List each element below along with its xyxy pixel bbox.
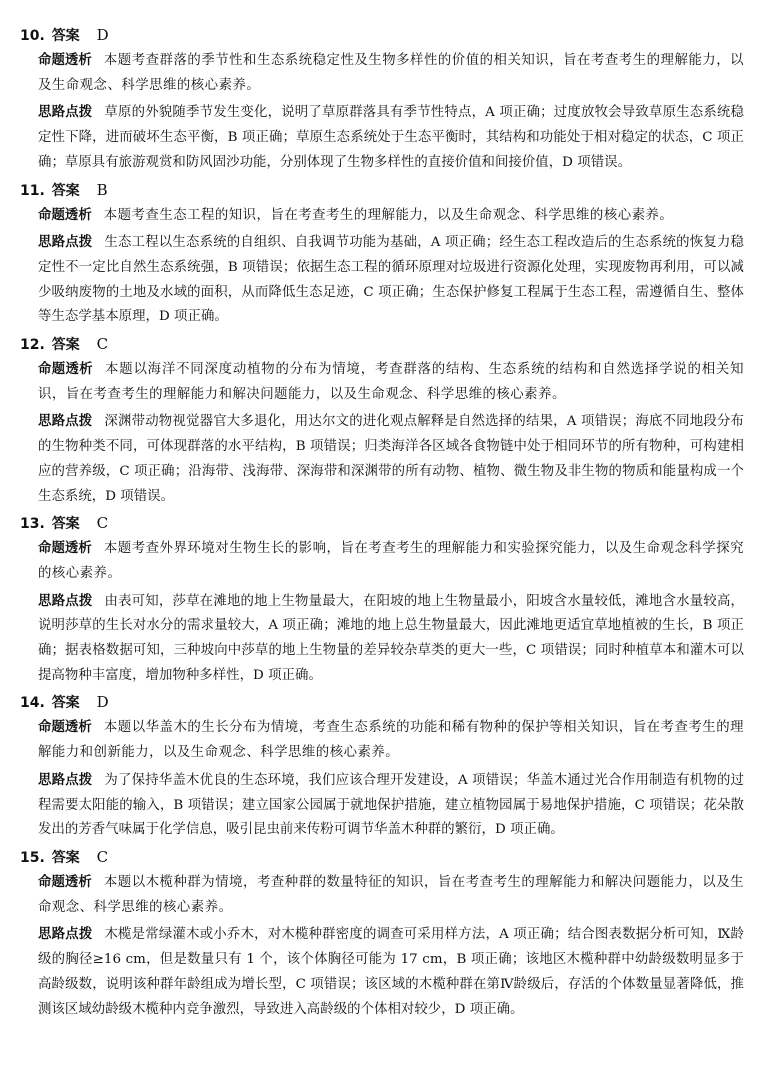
intent-label: 命题透析: [38, 362, 94, 378]
intent-text: 本题以海洋不同深度动植物的分布为情境，考查群落的结构、生态系统的结构和自然选择学说的相关知识，旨在考查考生的理解能力和解决问题能力，以及生命观念、科学思维的核心素养。: [38, 362, 744, 402]
answer-line: [20, 512, 744, 534]
reasoning-label: 思路点拨: [38, 235, 93, 251]
answer-label: 答案: [51, 337, 80, 354]
reasoning-label: 思路点拨: [38, 105, 93, 121]
intent-paragraph: [38, 537, 744, 586]
question-number: 15.: [20, 849, 45, 866]
reasoning-label: 思路点拨: [38, 927, 93, 943]
reasoning-paragraph: [38, 410, 744, 509]
answer-label: 答案: [51, 695, 80, 712]
answer-label: 答案: [51, 182, 80, 199]
intent-text: 本题以木榄种群为情境，考查种群的数量特征的知识，旨在考查考生的理解能力和解决问题能力，以及生命观念、科学思维的核心素养。: [38, 874, 745, 915]
intent-label: 命题透析: [38, 541, 92, 557]
question-number: 11.: [20, 182, 45, 199]
reasoning-text: 木榄是常绿灌木或小乔木，对木榄种群密度的调查可采用样方法，A 项正确；结合图表数据分析可知，Ⅸ龄级的胸径≥16 cm，但是数量只有 1 个，该个体胸径可能为 17 cm，B 项正确；该地区木榄种群中幼龄级数明显多于高龄级数，说明该种群年龄组成为增长型，C 项错误；该区域的木榄种群在第Ⅳ龄级后，存活的个体数量显著降低，推测该区域幼龄级木榄种内竞争激烈，导致进入高龄级的个体相对较少，D 项正确。: [38, 927, 744, 1017]
intent-label: 命题透析: [38, 53, 92, 68]
answer-value: D: [96, 26, 109, 44]
intent-label: 命题透析: [38, 720, 92, 736]
answer-line: [20, 846, 744, 868]
intent-paragraph: [38, 716, 744, 765]
question-number: 13.: [20, 516, 45, 533]
intent-label: 命题透析: [38, 207, 92, 223]
intent-text: 本题考查外界环境对生物生长的影响，旨在考查考生的理解能力和实验探究能力，以及生命观念科学探究的核心素养。: [38, 541, 745, 581]
answer-line: [20, 333, 744, 355]
question-number: 10.: [20, 28, 45, 44]
question-13: [20, 512, 744, 688]
answer-value: D: [96, 693, 109, 712]
answer-label: 答案: [51, 28, 80, 44]
reasoning-label: 思路点拨: [38, 414, 93, 430]
reasoning-paragraph: [38, 590, 744, 689]
answer-line: [20, 691, 744, 713]
answer-value: C: [96, 335, 109, 354]
reasoning-paragraph: [38, 231, 744, 330]
answer-value: C: [96, 847, 109, 866]
intent-text: 本题以华盖木的生长分布为情境，考查生态系统的功能和稀有物种的保护等相关知识，旨在考查考生的理解能力和创新能力，以及生命观念、科学思维的核心素养。: [38, 720, 745, 761]
answer-line: [20, 179, 744, 201]
reasoning-label: 思路点拨: [38, 593, 93, 609]
question-15: [20, 846, 744, 1022]
answer-value: B: [96, 180, 108, 199]
intent-paragraph: [38, 871, 744, 920]
intent-paragraph: [38, 49, 744, 98]
intent-label: 命题透析: [38, 874, 92, 890]
intent-paragraph: [38, 358, 744, 407]
reasoning-text: 由表可知，莎草在滩地的地上生物量最大，在阳坡的地上生物量最小，阳坡含水量较低，滩地含水量较高，说明莎草的生长对水分的需求量较大，A 项正确；滩地的地上总生物量最大，因此滩地更适宜草地植被的生长，B 项正确；据表格数据可知，三种坡向中莎草的地上生物量的差异较杂草类的更大一些，C 项错误；同时种植草本和灌木可以提高物种丰富度，增加物种多样性，D 项正确。: [38, 593, 744, 683]
intent-text: 本题考查群落的季节性和生态系统稳定性及生物多样性的价值的相关知识，旨在考查考生的理解能力，以及生命观念、科学思维的核心素养。: [38, 53, 745, 93]
reasoning-paragraph: [38, 769, 744, 843]
question-14: [20, 691, 744, 843]
reasoning-text: 草原的外貌随季节发生变化，说明了草原群落具有季节性特点，A 项正确；过度放牧会导致草原生态系统稳定性下降，进而破坏生态平衡，B 项正确；草原生态系统处于生态平衡时，其结构和功能处于相对稳定的状态，C 项正确；草原具有旅游观赏和防风固沙功能，分别体现了生物多样性的直接价值和间接价值，D 项错误。: [38, 105, 745, 170]
answer-line: [20, 24, 744, 46]
reasoning-paragraph: [38, 923, 744, 1022]
question-11: [20, 179, 744, 331]
intent-text: 本题考查生态工程的知识，旨在考查考生的理解能力，以及生命观念、科学思维的核心素养。: [103, 207, 674, 223]
reasoning-text: 深渊带动物视觉器官大多退化，用达尔文的进化观点解释是自然选择的结果，A 项错误；海底不同地段分布的生物种类不同，可体现群落的水平结构，B 项错误；归类海洋各区域各食物链中处于相同环节的所有物种，可构建相应的营养级，C 项正确；沿海带、浅海带、深海带和深渊带的所有动物、植物、微生物及非生物的物质和能量构成一个生态系统，D 项错误。: [38, 414, 745, 504]
intent-paragraph: [38, 204, 744, 229]
question-number: 12.: [20, 337, 45, 354]
answer-value: C: [96, 514, 109, 533]
question-number: 14.: [20, 695, 45, 712]
question-12: [20, 333, 744, 509]
answer-label: 答案: [51, 849, 80, 866]
question-10: [20, 24, 744, 176]
reasoning-paragraph: [38, 101, 744, 175]
reasoning-label: 思路点拨: [38, 772, 93, 788]
reasoning-text: 生态工程以生态系统的自组织、自我调节功能为基础，A 项正确；经生态工程改造后的生态系统的恢复力稳定性不一定比自然生态系统强，B 项错误；依据生态工程的循环原理对垃圾进行资源化处理，实现废物再利用，可以减少吸纳废物的土地及水域的面积，从而降低生态足迹，C 项正确；生态保护修复工程属于生态工程，需遵循自生、整体等生态学基本原理，D 项正确。: [38, 235, 745, 325]
reasoning-text: 为了保持华盖木优良的生态环境，我们应该合理开发建设，A 项错误；华盖木通过光合作用制造有机物的过程需要太阳能的输入，B 项错误；建立国家公园属于就地保护措施，建立植物园属于易地保护措施，C 项错误；花朵散发出的芳香气味属于化学信息，吸引昆虫前来传粉可调节华盖木种群的繁衍，D 项正确。: [38, 772, 745, 838]
answer-label: 答案: [51, 516, 80, 533]
